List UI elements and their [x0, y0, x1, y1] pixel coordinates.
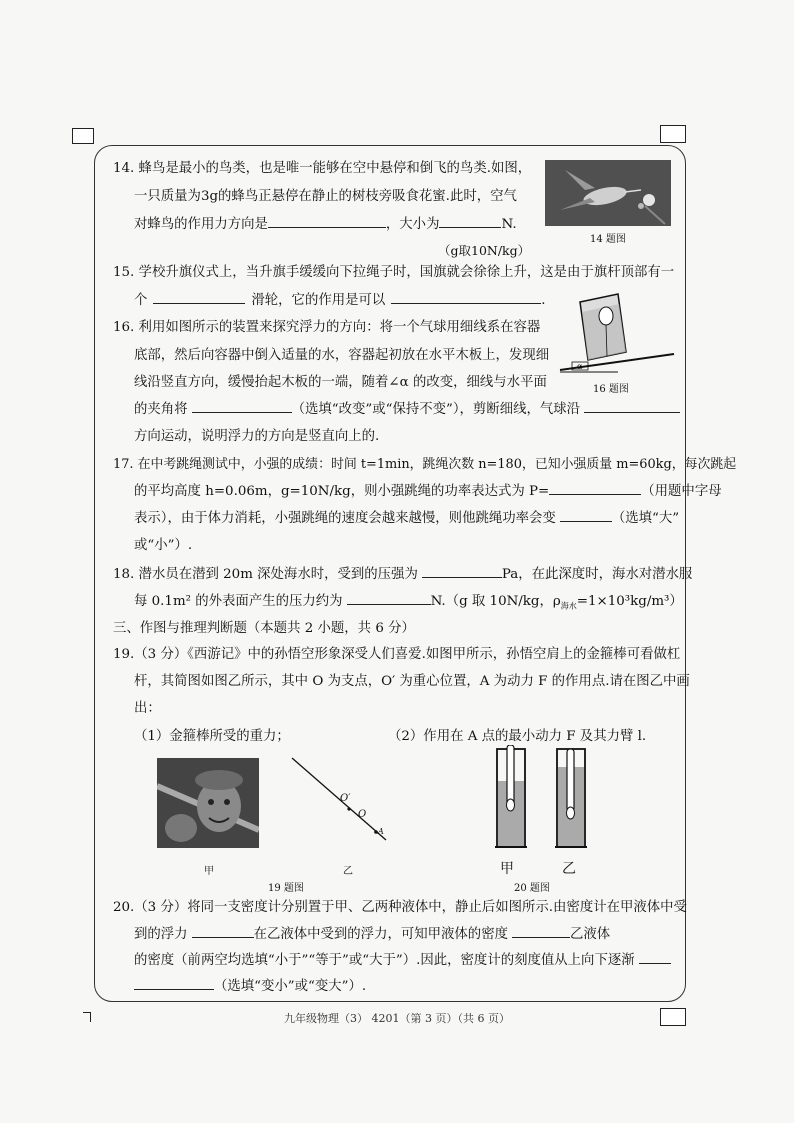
q20-text-a: 到的浮力: [134, 927, 188, 942]
q17-blank-power-expr[interactable]: [549, 480, 641, 495]
q14-line2: 一只质量为3g的蜂鸟正悬停在静止的树枝旁吸食花蜜.此时，空气: [134, 189, 517, 204]
q16-line5: 方向运动，说明浮力的方向是竖直向上的.: [134, 429, 380, 444]
q20-text-e: （选填“变小”或“变大”）.: [214, 979, 367, 994]
q19-sub2: （2）作用在 A 点的最小动力 F 及其力臂 l.: [388, 729, 647, 744]
q15-text-b: 滑轮，它的作用是可以: [251, 293, 386, 308]
page-footer: 九年级物理（3） 4201（第 3 页）（共 6 页）: [284, 1012, 510, 1025]
q18-text-e: =1×10³kg/m³）: [576, 594, 683, 609]
q20-line1: 20.（3 分）将同一支密度计分别置于甲、乙两种液体中，静止后如图所示.由密度计在甲液体中受: [113, 900, 687, 915]
q17-text-a2: 表示），由于体力消耗，小强跳绳的速度会越来越慢，则他跳绳功率会变: [134, 511, 556, 526]
q19-sub1: （1）金箍棒所受的重力；: [134, 729, 290, 744]
q16-line4: [134, 396, 680, 425]
fig20-yi-label: 乙: [562, 861, 576, 877]
q17-line3: [134, 505, 679, 534]
q14-blank-direction[interactable]: [268, 213, 386, 228]
cylinder-jia: [494, 745, 528, 849]
q16-caption: 16 题图: [593, 384, 629, 395]
q16-line2: 底部，然后向容器中倒入适量的水，容器起初放在水平木板上，发现细: [134, 348, 550, 363]
q20-text-b: 在乙液体中受到的浮力，可知甲液体的密度: [253, 927, 508, 942]
q16-blank-angle[interactable]: [192, 398, 292, 413]
point-o: O: [358, 809, 367, 820]
q20-blank-scale-2[interactable]: [134, 975, 214, 990]
q16-blank-direction[interactable]: [584, 398, 680, 413]
q18-text-d: N.（g 取 10N/kg，ρ: [430, 594, 561, 609]
cylinder-yi: [554, 745, 588, 849]
q20-text-d: 的密度（前两空均选填“小于”“等于”或“大于”）.因此，密度计的刻度值从上向下逐渐: [134, 953, 635, 968]
q17-blank-power-change[interactable]: [560, 507, 612, 522]
q18-text-b: Pa，在此深度时，海水对潜水服: [501, 567, 693, 582]
q16-text-b: （选填“改变”或“保持不变”），剪断细线，气球沿: [291, 402, 581, 417]
q20-blank-buoyancy[interactable]: [192, 923, 254, 938]
q14-text-c: N.: [501, 217, 517, 232]
point-a: A: [378, 827, 384, 836]
alpha-label: α: [577, 362, 583, 371]
point-o-prime: O′: [340, 793, 351, 804]
q15-line2: [134, 287, 546, 316]
q20-line4: [134, 973, 366, 1002]
q16-line1: 16. 利用如图所示的装置来探究浮力的方向：将一个气球用细线系在容器: [113, 320, 541, 335]
q19-line1: 19.（3 分）《西游记》中的孙悟空形象深受人们喜爱.如图甲所示，孙悟空肩上的金箍棒可看做杠: [113, 647, 681, 662]
q16-text-a: 的夹角将: [134, 402, 188, 417]
q15-text-c: .: [541, 293, 546, 308]
q14-text-a: 对蜂鸟的作用力方向是: [134, 217, 268, 232]
q17-text-b: （用题中字母: [641, 484, 722, 499]
q17-text-b2: （选填“大”: [611, 511, 680, 526]
q20-line2: [134, 921, 610, 950]
q18-subscript: 海水: [560, 601, 577, 611]
q18-text-a: 18. 潜水员在潜到 20m 深处海水时，受到的压强为: [113, 567, 418, 582]
q14-line3: [134, 211, 517, 240]
q20-caption: 20 题图: [514, 883, 550, 894]
q14-line1: 14. 蜂鸟是最小的鸟类，也是唯一能够在空中悬停和倒飞的鸟类.如图，: [113, 161, 532, 176]
q15-line1: 15. 学校升旗仪式上，当升旗手缓缓向下拉绳子时，国旗就会徐徐上升，这是由于旗杆顶部有一: [113, 265, 675, 280]
q14-caption: 14 题图: [590, 234, 626, 245]
q17-line1: 17. 在中考跳绳测试中，小强的成绩：时间 t=1min，跳绳次数 n=180，已知小强质量 m=60kg，每次跳起: [113, 457, 737, 472]
q20-text-c: 乙液体: [569, 927, 611, 942]
q15-blank-function[interactable]: [391, 289, 541, 304]
buoyancy-apparatus-figure: [558, 290, 676, 376]
q19-caption: 19 题图: [268, 883, 304, 894]
corner-mark-top-right: [660, 125, 686, 143]
q20-blank-scale-1[interactable]: [639, 949, 671, 964]
q14-text-b: ，大小为: [385, 217, 440, 232]
q20-blank-density[interactable]: [512, 923, 570, 938]
section-3-heading: 三、作图与推理判断题（本题共 2 小题，共 6 分）: [113, 621, 415, 636]
fig19-yi-label: 乙: [343, 866, 353, 877]
q18-blank-pressure[interactable]: [422, 563, 502, 578]
corner-mark-top-left: [72, 128, 94, 144]
q20-line3: [134, 947, 671, 976]
hummingbird-photo: [545, 160, 671, 226]
q15-blank-pulley[interactable]: [153, 289, 245, 304]
q17-line2: [134, 478, 722, 507]
q17-line4: 或“小”）.: [134, 538, 193, 553]
q18-blank-force[interactable]: [347, 590, 431, 605]
q18-line1: [113, 561, 692, 590]
q14-line4: （g取10N/kg）: [438, 243, 531, 258]
fig19-jia-label: 甲: [204, 866, 214, 877]
q14-blank-magnitude[interactable]: [439, 213, 501, 228]
q15-text-a: 个: [134, 293, 148, 308]
q17-text-a: 的平均高度 h=0.06m，g=10N/kg，则小强跳绳的功率表达式为 P=: [134, 484, 550, 499]
sun-wukong-photo: [157, 758, 259, 848]
fig20-jia-label: 甲: [500, 861, 514, 877]
q19-line2: 杆，其简图如图乙所示，其中 O 为支点，O′ 为重心位置，A 为动力 F 的作用点.请在图乙中画: [134, 674, 690, 689]
q19-line3: 出：: [134, 701, 161, 716]
q18-text-c: 每 0.1m² 的外表面产生的压力约为: [134, 594, 343, 609]
q16-line3: 线沿竖直方向，缓慢抬起木板的一端，随着∠α 的改变，细线与水平面: [134, 375, 547, 390]
